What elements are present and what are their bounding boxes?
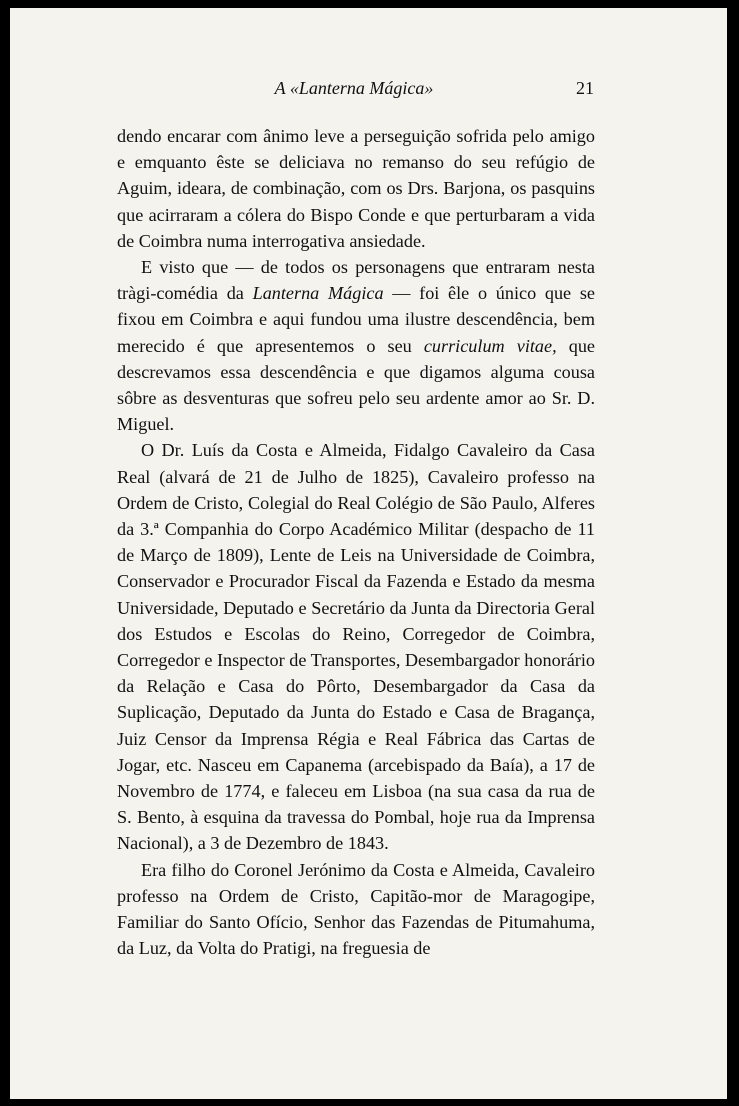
- running-title: A «Lanterna Mágica»: [274, 78, 434, 98]
- book-page: [10, 8, 727, 1099]
- page-number: 21: [576, 78, 594, 98]
- paragraph-2-text-a: E visto que — de todos os personagens que entraram nesta tràgi-comédia da: [117, 257, 595, 304]
- paragraph-2: [117, 254, 595, 437]
- page-header: [114, 78, 594, 102]
- paragraph-3: O Dr. Luís da Costa e Almeida, Fidalgo Cavaleiro da Casa Real (alvará de 21 de Julho de 1825), Cavaleiro professo na Ordem de Cristo, Colegial do Real Colégio de São Paulo, Alferes da 3.ª Companhia do Corpo Académico Militar (despacho de 11 de Março de 1809), Lente de Leis na Universidade de Coimbra, Conservador e Procurador Fiscal da Fazenda e Estado da mesma Universidade, Deputado e Secretário da Junta da Directoria Geral dos Estudos e Escolas do Reino, Corregedor de Coimbra, Corregedor e Inspector de Transportes, Desembargador honorário da Relação e Casa do Pôrto, Desembargador da Casa da Suplicação, Deputado da Junta do Estado e Casa de Bragança, Juiz Censor da Imprensa Régia e Real Fábrica das Cartas de Jogar, etc. Nasceu em Capanema (arcebispado da Baía), a 17 de Novembro de 1774, e faleceu em Lisboa (na sua casa da rua de S. Bento, à esquina da travessa do Pombal, hoje rua da Imprensa Nacional), a 3 de Dezembro de 1843.: [117, 440, 595, 854]
- lanterna-magica-title: Lanterna Mágica: [252, 283, 384, 304]
- body-text: [117, 123, 595, 962]
- paragraph-4: Era filho do Coronel Jerónimo da Costa e Almeida, Cavaleiro professo na Ordem de Cristo, Capitão-mor de Maragogipe, Familiar do Santo Ofício, Senhor das Fazendas de Pitumahuma, da Luz, da Volta do Pratigi, na freguesia de: [117, 859, 595, 959]
- paragraph-1: dendo encarar com ânimo leve a perseguição sofrida pelo amigo e emquanto êste se deliciava no remanso do seu refúgio de Aguim, ideara, de combinação, com os Drs. Barjona, os pasquins que acirraram a cólera do Bispo Conde e que perturbaram a vida de Coimbra numa interrogativa ansiedade.: [117, 126, 595, 251]
- paragraph-2-text-c: — foi êle o único que se fixou em Coimbra e aqui fundou uma ilustre descendência, bem merecido é que apresentemos o seu: [117, 283, 595, 356]
- curriculum-vitae-phrase: curriculum vitae,: [423, 335, 557, 356]
- paragraph-2-text-e: que descrevamos essa descendência e que digamos alguma cousa sôbre as desventuras que sofreu pelo seu ardente amor ao Sr. D. Miguel.: [117, 335, 596, 435]
